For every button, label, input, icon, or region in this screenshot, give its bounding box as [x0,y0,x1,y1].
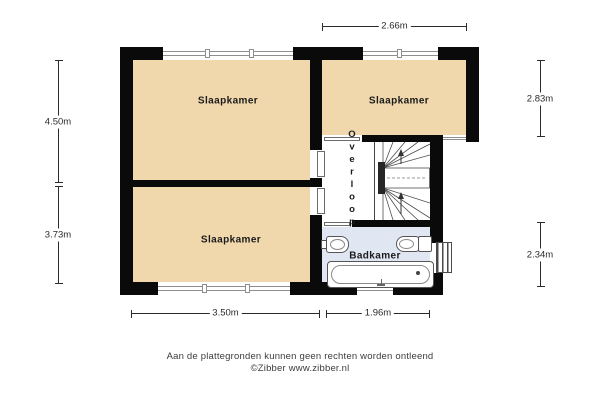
label-bedroom-top-right: Slaapkamer [368,95,430,107]
sink-icon [321,236,349,253]
label-bathroom: Badkamer [349,250,401,262]
door-leaf [317,151,325,177]
window-glass [158,286,290,292]
window-bedroom-step [443,135,466,142]
sink-basin [326,236,349,253]
wall-exterior-right-upper [466,47,479,142]
dimension-left-lower-label: 3.73m [44,229,72,241]
door-leaf [317,188,325,214]
window-mullion [397,49,402,57]
toilet-icon [396,236,432,252]
wall-bedroom-stairs [362,135,430,142]
staircase-drawing [374,142,430,220]
window-bedroom-top-right [363,47,438,60]
toilet-cistern [418,236,432,252]
dimension-left-upper-label: 4.50m [44,116,72,127]
label-bedroom-bottom-left: Slaapkamer [200,234,262,246]
window-bedroom-top-left [163,47,293,60]
dimension-left-upper [44,60,72,183]
bathtub-drain-stem [381,279,382,284]
dimension-top-label: 2.66m [378,21,410,32]
footer [0,351,600,375]
window-mullion [249,49,254,57]
dimension-bottom-right [326,307,430,319]
dimension-bottom-left [131,307,320,319]
dimension-right-upper-label: 2.83m [526,93,554,104]
dimension-right-lower [526,222,554,287]
label-landing: Overloop [346,129,358,229]
dimension-left-lower [44,186,72,284]
bathtub-icon [327,261,434,288]
room-bedroom-top-left [133,60,310,180]
window-mullion [205,49,210,57]
window-mullion [202,284,207,292]
window-bedroom-bottom-left [158,282,290,295]
toilet-bowl-inner [399,239,414,249]
sink-bowl [330,239,345,250]
bathtub-drain [377,284,385,286]
dimension-top [322,20,467,32]
label-bedroom-top-left: Slaapkamer [197,95,259,107]
wall-exterior-left [120,47,133,295]
dimension-right-upper [526,60,554,137]
footer-disclaimer: Aan de plattegronden kunnen geen rechten worden ontleend [166,351,434,362]
radiator-icon [436,242,452,273]
footer-copyright: ©Zibber www.zibber.nl [250,363,350,374]
dimension-right-lower-label: 2.34m [526,249,554,260]
window-mullion [245,284,250,292]
dimension-bottom-right-label: 1.96m [362,308,394,319]
dimension-bottom-left-label: 3.50m [209,308,241,319]
window-glass [443,137,466,140]
staircase-icon [374,142,430,220]
window-glass [163,51,293,57]
bathtub-faucet [416,271,420,275]
wall-between-left-bedrooms [133,180,310,187]
